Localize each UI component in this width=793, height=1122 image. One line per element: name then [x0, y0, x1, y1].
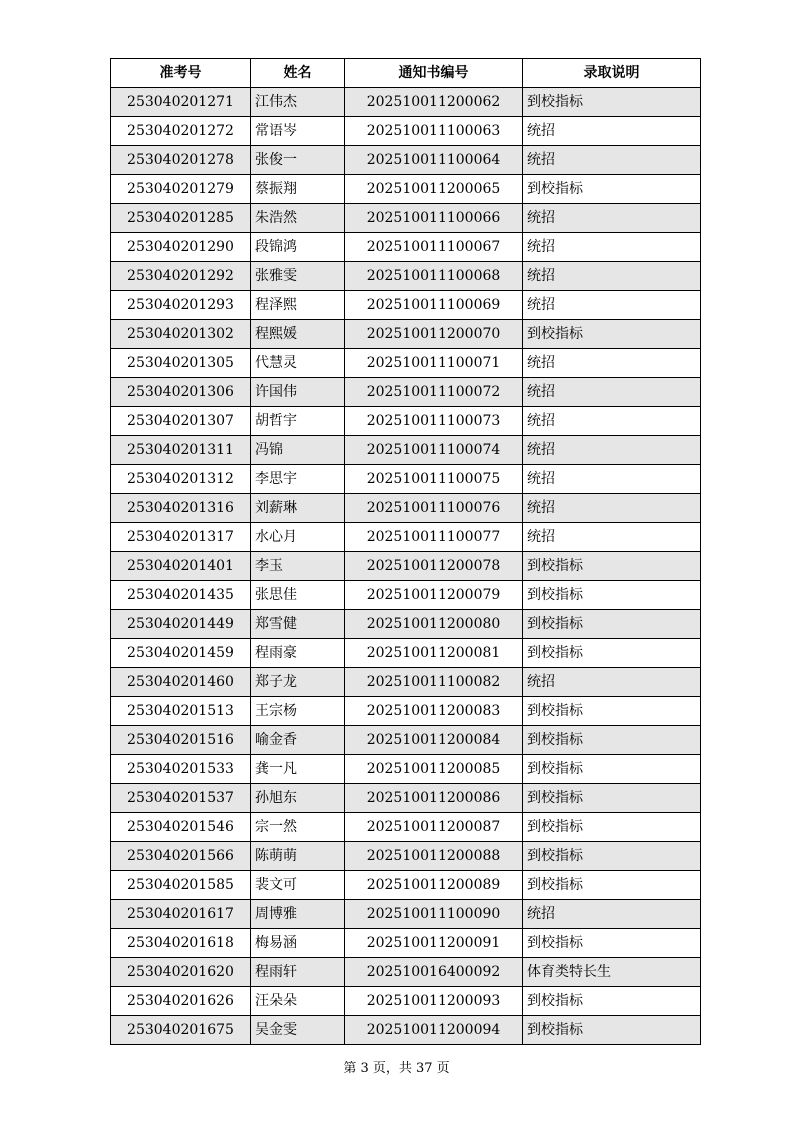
table-row	[111, 146, 701, 175]
table-row	[111, 813, 701, 842]
cell-admission-note: 到校指标	[523, 929, 701, 958]
cell-exam-number: 253040201675	[111, 1016, 251, 1045]
cell-admission-note: 到校指标	[523, 639, 701, 668]
cell-name: 程泽熙	[251, 291, 345, 320]
cell-exam-number: 253040201537	[111, 784, 251, 813]
cell-exam-number: 253040201278	[111, 146, 251, 175]
cell-notice-number: 202510011200087	[345, 813, 523, 842]
cell-name: 梅易涵	[251, 929, 345, 958]
cell-exam-number: 253040201626	[111, 987, 251, 1016]
cell-notice-number: 202510011200093	[345, 987, 523, 1016]
cell-exam-number: 253040201620	[111, 958, 251, 987]
cell-exam-number: 253040201272	[111, 117, 251, 146]
cell-admission-note: 统招	[523, 291, 701, 320]
table-row	[111, 494, 701, 523]
table-row	[111, 668, 701, 697]
cell-admission-note: 统招	[523, 523, 701, 552]
cell-notice-number: 202510011100069	[345, 291, 523, 320]
table-header-row	[111, 59, 701, 88]
cell-notice-number: 202510011100090	[345, 900, 523, 929]
cell-notice-number: 202510011200091	[345, 929, 523, 958]
cell-name: 胡哲宇	[251, 407, 345, 436]
cell-exam-number: 253040201271	[111, 88, 251, 117]
table-row	[111, 610, 701, 639]
table-row	[111, 929, 701, 958]
table-row	[111, 378, 701, 407]
cell-name: 李玉	[251, 552, 345, 581]
cell-exam-number: 253040201305	[111, 349, 251, 378]
cell-name: 张俊一	[251, 146, 345, 175]
cell-name: 龚一凡	[251, 755, 345, 784]
table-row	[111, 958, 701, 987]
cell-notice-number: 202510011200079	[345, 581, 523, 610]
cell-name: 常语岑	[251, 117, 345, 146]
cell-name: 孙旭东	[251, 784, 345, 813]
cell-admission-note: 统招	[523, 436, 701, 465]
cell-notice-number: 202510011100063	[345, 117, 523, 146]
table-row	[111, 320, 701, 349]
cell-exam-number: 253040201311	[111, 436, 251, 465]
table-row	[111, 697, 701, 726]
cell-name: 张雅雯	[251, 262, 345, 291]
cell-exam-number: 253040201460	[111, 668, 251, 697]
cell-exam-number: 253040201279	[111, 175, 251, 204]
cell-exam-number: 253040201292	[111, 262, 251, 291]
cell-exam-number: 253040201290	[111, 233, 251, 262]
table-row	[111, 784, 701, 813]
cell-notice-number: 202510011200094	[345, 1016, 523, 1045]
cell-name: 喻金香	[251, 726, 345, 755]
table-row	[111, 233, 701, 262]
cell-exam-number: 253040201293	[111, 291, 251, 320]
cell-admission-note: 统招	[523, 407, 701, 436]
cell-name: 程熙媛	[251, 320, 345, 349]
cell-admission-note: 统招	[523, 146, 701, 175]
cell-admission-note: 统招	[523, 900, 701, 929]
cell-exam-number: 253040201401	[111, 552, 251, 581]
cell-admission-note: 到校指标	[523, 755, 701, 784]
cell-notice-number: 202510011200081	[345, 639, 523, 668]
cell-exam-number: 253040201312	[111, 465, 251, 494]
cell-admission-note: 到校指标	[523, 88, 701, 117]
table-row	[111, 88, 701, 117]
table-row	[111, 581, 701, 610]
cell-admission-note: 到校指标	[523, 175, 701, 204]
cell-name: 李思宇	[251, 465, 345, 494]
cell-name: 水心月	[251, 523, 345, 552]
cell-name: 段锦鸿	[251, 233, 345, 262]
table-row	[111, 523, 701, 552]
cell-admission-note: 统招	[523, 494, 701, 523]
cell-notice-number: 202510016400092	[345, 958, 523, 987]
table-row	[111, 291, 701, 320]
table-row	[111, 900, 701, 929]
cell-notice-number: 202510011200086	[345, 784, 523, 813]
cell-exam-number: 253040201546	[111, 813, 251, 842]
cell-name: 吴金雯	[251, 1016, 345, 1045]
table-row	[111, 436, 701, 465]
cell-exam-number: 253040201449	[111, 610, 251, 639]
header-admission-note: 录取说明	[523, 59, 701, 88]
cell-name: 程雨轩	[251, 958, 345, 987]
cell-notice-number: 202510011200088	[345, 842, 523, 871]
cell-notice-number: 202510011200080	[345, 610, 523, 639]
cell-notice-number: 202510011200085	[345, 755, 523, 784]
cell-exam-number: 253040201306	[111, 378, 251, 407]
table-row	[111, 262, 701, 291]
cell-notice-number: 202510011100071	[345, 349, 523, 378]
cell-notice-number: 202510011100075	[345, 465, 523, 494]
cell-notice-number: 202510011200065	[345, 175, 523, 204]
cell-exam-number: 253040201533	[111, 755, 251, 784]
cell-admission-note: 到校指标	[523, 842, 701, 871]
cell-name: 江伟杰	[251, 88, 345, 117]
cell-admission-note: 体育类特长生	[523, 958, 701, 987]
cell-notice-number: 202510011200089	[345, 871, 523, 900]
cell-name: 冯锦	[251, 436, 345, 465]
cell-admission-note: 到校指标	[523, 610, 701, 639]
cell-name: 汪朵朵	[251, 987, 345, 1016]
table-row	[111, 407, 701, 436]
cell-admission-note: 到校指标	[523, 320, 701, 349]
cell-notice-number: 202510011100064	[345, 146, 523, 175]
cell-admission-note: 统招	[523, 465, 701, 494]
cell-admission-note: 统招	[523, 204, 701, 233]
cell-admission-note: 到校指标	[523, 871, 701, 900]
table-row	[111, 1016, 701, 1045]
cell-notice-number: 202510011200062	[345, 88, 523, 117]
cell-notice-number: 202510011100067	[345, 233, 523, 262]
cell-notice-number: 202510011100068	[345, 262, 523, 291]
cell-notice-number: 202510011100072	[345, 378, 523, 407]
admission-table	[110, 58, 701, 1045]
cell-exam-number: 253040201618	[111, 929, 251, 958]
cell-admission-note: 到校指标	[523, 552, 701, 581]
cell-name: 程雨豪	[251, 639, 345, 668]
cell-notice-number: 202510011100066	[345, 204, 523, 233]
cell-exam-number: 253040201285	[111, 204, 251, 233]
header-exam-number: 准考号	[111, 59, 251, 88]
cell-exam-number: 253040201307	[111, 407, 251, 436]
table-row	[111, 755, 701, 784]
cell-name: 张思佳	[251, 581, 345, 610]
cell-admission-note: 到校指标	[523, 726, 701, 755]
cell-exam-number: 253040201617	[111, 900, 251, 929]
cell-name: 周博雅	[251, 900, 345, 929]
cell-name: 郑雪健	[251, 610, 345, 639]
cell-notice-number: 202510011200078	[345, 552, 523, 581]
cell-name: 裴文可	[251, 871, 345, 900]
table-row	[111, 726, 701, 755]
table-row	[111, 987, 701, 1016]
cell-admission-note: 统招	[523, 262, 701, 291]
cell-exam-number: 253040201516	[111, 726, 251, 755]
cell-notice-number: 202510011100082	[345, 668, 523, 697]
table-row	[111, 842, 701, 871]
cell-exam-number: 253040201566	[111, 842, 251, 871]
cell-name: 陈萌萌	[251, 842, 345, 871]
cell-admission-note: 到校指标	[523, 987, 701, 1016]
cell-name: 刘薪琳	[251, 494, 345, 523]
page-footer: 第 3 页，共 37 页	[343, 1061, 450, 1076]
table-row	[111, 639, 701, 668]
cell-admission-note: 统招	[523, 668, 701, 697]
table-row	[111, 117, 701, 146]
cell-exam-number: 253040201513	[111, 697, 251, 726]
table-row	[111, 175, 701, 204]
cell-exam-number: 253040201302	[111, 320, 251, 349]
cell-admission-note: 统招	[523, 233, 701, 262]
cell-notice-number: 202510011100077	[345, 523, 523, 552]
cell-notice-number: 202510011100076	[345, 494, 523, 523]
cell-exam-number: 253040201317	[111, 523, 251, 552]
cell-admission-note: 到校指标	[523, 697, 701, 726]
cell-notice-number: 202510011200084	[345, 726, 523, 755]
cell-admission-note: 到校指标	[523, 784, 701, 813]
cell-exam-number: 253040201316	[111, 494, 251, 523]
table-row	[111, 204, 701, 233]
cell-admission-note: 统招	[523, 117, 701, 146]
cell-admission-note: 统招	[523, 378, 701, 407]
cell-name: 王宗杨	[251, 697, 345, 726]
table-row	[111, 465, 701, 494]
cell-notice-number: 202510011200083	[345, 697, 523, 726]
cell-notice-number: 202510011200070	[345, 320, 523, 349]
cell-name: 宗一然	[251, 813, 345, 842]
cell-admission-note: 到校指标	[523, 1016, 701, 1045]
cell-notice-number: 202510011100073	[345, 407, 523, 436]
cell-admission-note: 到校指标	[523, 813, 701, 842]
cell-notice-number: 202510011100074	[345, 436, 523, 465]
cell-admission-note: 到校指标	[523, 581, 701, 610]
cell-name: 朱浩然	[251, 204, 345, 233]
cell-name: 郑子龙	[251, 668, 345, 697]
table-row	[111, 871, 701, 900]
table-row	[111, 552, 701, 581]
cell-name: 蔡振翔	[251, 175, 345, 204]
header-notice-number: 通知书编号	[345, 59, 523, 88]
header-name: 姓名	[251, 59, 345, 88]
cell-admission-note: 统招	[523, 349, 701, 378]
table-body	[111, 88, 701, 1045]
cell-exam-number: 253040201459	[111, 639, 251, 668]
cell-name: 许国伟	[251, 378, 345, 407]
cell-exam-number: 253040201585	[111, 871, 251, 900]
table-row	[111, 349, 701, 378]
cell-name: 代慧灵	[251, 349, 345, 378]
cell-exam-number: 253040201435	[111, 581, 251, 610]
